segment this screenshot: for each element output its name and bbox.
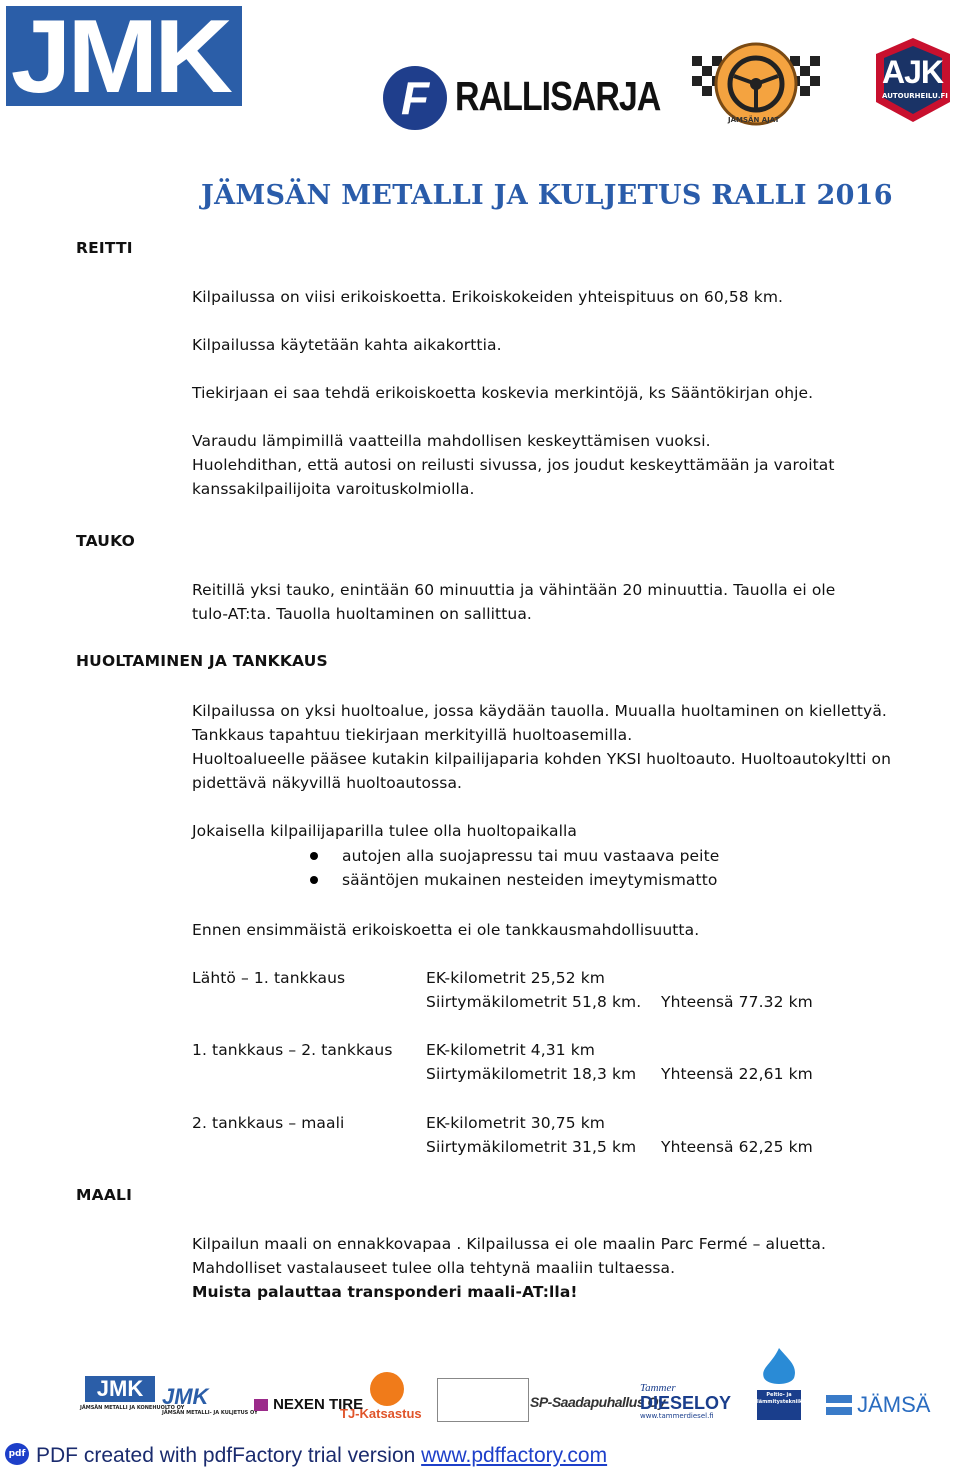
nexen-mark-icon: [254, 1399, 268, 1411]
tauko-line: Reitillä yksi tauko, enintään 60 minuuttia ja vähintään 20 minuuttia. Tauolla ei ole: [192, 581, 836, 599]
leg-siirto: Siirtymäkilometrit 18,3 km: [426, 1065, 637, 1083]
reitti-line: Kilpailussa on viisi erikoiskoetta. Erikoiskokeiden yhteispituus on 60,58 km.: [192, 288, 784, 306]
huoltaminen-line: pidettävä näkyvillä huoltoautossa.: [192, 774, 463, 792]
ajk-subtext: AUTOURHEILU.FI: [882, 92, 948, 100]
bullet-item: sääntöjen mukainen nesteiden imeytymismatto: [342, 871, 718, 889]
huoltaminen-line: Tankkaus tapahtuu tiekirjaan merkityillä huoltoasemilla.: [192, 726, 633, 744]
reitti-line: Varaudu lämpimillä vaatteilla mahdollisen keskeyttämisen vuoksi.: [192, 432, 711, 450]
bullet-icon: [310, 876, 318, 884]
rallisarja-text: RALLISARJA: [455, 74, 661, 120]
maali-line: Mahdolliset vastalauseet tulee olla tehtynä maaliin tultaessa.: [192, 1259, 676, 1277]
reitti-line: Tiekirjaan ei saa tehdä erikoiskoetta koskevia merkintöjä, ks Sääntökirjan ohje.: [192, 384, 814, 402]
sponsor-placeholder-box: [437, 1378, 529, 1422]
leg-siirto: Siirtymäkilometrit 51,8 km.: [426, 993, 642, 1011]
pdf-footer-text: PDF created with pdfFactory trial version: [36, 1444, 422, 1467]
reitti-line: Huolehdithan, että autosi on reilusti sivussa, jos joudut keskeyttämään ja varoitat: [192, 456, 835, 474]
maali-line: Kilpailun maali on ennakkovapaa . Kilpailussa ei ole maalin Parc Fermé – aluetta.: [192, 1235, 827, 1253]
f-badge-icon: F: [383, 66, 447, 130]
section-heading-huoltaminen: HUOLTAMINEN JA TANKKAUS: [76, 652, 328, 670]
sponsor-logo-jmk-kuljetus: JMK JÄMSÄN METALLI- JA KULJETUS OY: [162, 1384, 258, 1416]
leg-ek: EK-kilometrit 30,75 km: [426, 1114, 605, 1132]
leg-total: Yhteensä 22,61 km: [661, 1065, 813, 1083]
sponsor-logo-jmk: JMK JÄMSÄN METALLI JA KONEHUOLTO OY: [80, 1376, 185, 1411]
reitti-line: Kilpailussa käytetään kahta aikakorttia.: [192, 336, 502, 354]
autourheiluseura-text: JÄMSÄN AJAT: [728, 116, 780, 124]
pdffactory-link[interactable]: www.pdffactory.com: [421, 1444, 608, 1467]
leg-name: 2. tankkaus – maali: [192, 1114, 345, 1132]
jamsa-flag-icon: [826, 1395, 852, 1415]
tauko-line: tulo-AT:ta. Tauolla huoltaminen on sallittua.: [192, 605, 532, 623]
sponsor-logo-sp-saadapuhallus: SP-Saadapuhallus Oy: [530, 1394, 666, 1410]
ajk-text: AJK: [882, 54, 944, 90]
sponsor-logo-tj-katsastus: TJ-Katsastus: [340, 1372, 436, 1422]
sponsor-logo-nexen: NEXEN TIRE: [254, 1394, 363, 1413]
leg-total: Yhteensä 62,25 km: [661, 1138, 813, 1156]
pdf-badge-icon: pdf: [5, 1443, 29, 1465]
sponsor-logo-tammer-diesel: Tammer DIESELOY www.tammerdiesel.fi: [640, 1382, 732, 1420]
huoltaminen-line: Huoltoalueelle pääsee kutakin kilpailijaparia kohden YKSI huoltoauto. Huoltoautokyltti on: [192, 750, 892, 768]
pdf-footer: [36, 1444, 607, 1468]
leg-name: 1. tankkaus – 2. tankkaus: [192, 1041, 393, 1059]
huoltopaikka-intro: Jokaisella kilpailijaparilla tulee olla huoltopaikalla: [192, 822, 577, 840]
bullet-item: autojen alla suojapressu tai muu vastaava peite: [342, 847, 720, 865]
leg-total: Yhteensä 77.32 km: [661, 993, 813, 1011]
reitti-line: kanssakilpailijoita varoituskolmiolla.: [192, 480, 475, 498]
flame-icon: [754, 1346, 804, 1386]
autourheiluseura-logo: [690, 36, 822, 132]
tankkaus-note: Ennen ensimmäistä erikoiskoetta ei ole tankkausmahdollisuutta.: [192, 921, 700, 939]
huoltaminen-line: Kilpailussa on yksi huoltoalue, jossa käydään tauolla. Muualla huoltaminen on kiellettyä.: [192, 702, 887, 720]
leg-siirto: Siirtymäkilometrit 31,5 km: [426, 1138, 637, 1156]
maali-reminder: Muista palauttaa transponderi maali-AT:lla!: [192, 1283, 578, 1301]
section-heading-reitti: REITTI: [76, 239, 133, 257]
bullet-icon: [310, 852, 318, 860]
sponsor-logo-peltio: Peltio- ja lämmitystekniikka: [754, 1346, 804, 1422]
f-rallisarja-logo: [383, 64, 661, 132]
jmk-logo: [6, 0, 242, 115]
section-heading-maali: MAALI: [76, 1186, 133, 1204]
section-heading-tauko: TAUKO: [76, 532, 135, 550]
page-title: JÄMSÄN METALLI JA KULJETUS RALLI 2016: [201, 180, 893, 211]
sponsor-logo-jamsa: JÄMSÄ: [826, 1392, 930, 1418]
leg-name: Lähtö – 1. tankkaus: [192, 969, 346, 987]
ajk-logo: [870, 36, 956, 124]
leg-ek: EK-kilometrit 25,52 km: [426, 969, 605, 987]
leg-ek: EK-kilometrit 4,31 km: [426, 1041, 596, 1059]
jmk-logo-text: JMK: [10, 0, 229, 115]
tj-badge-icon: [370, 1372, 404, 1406]
